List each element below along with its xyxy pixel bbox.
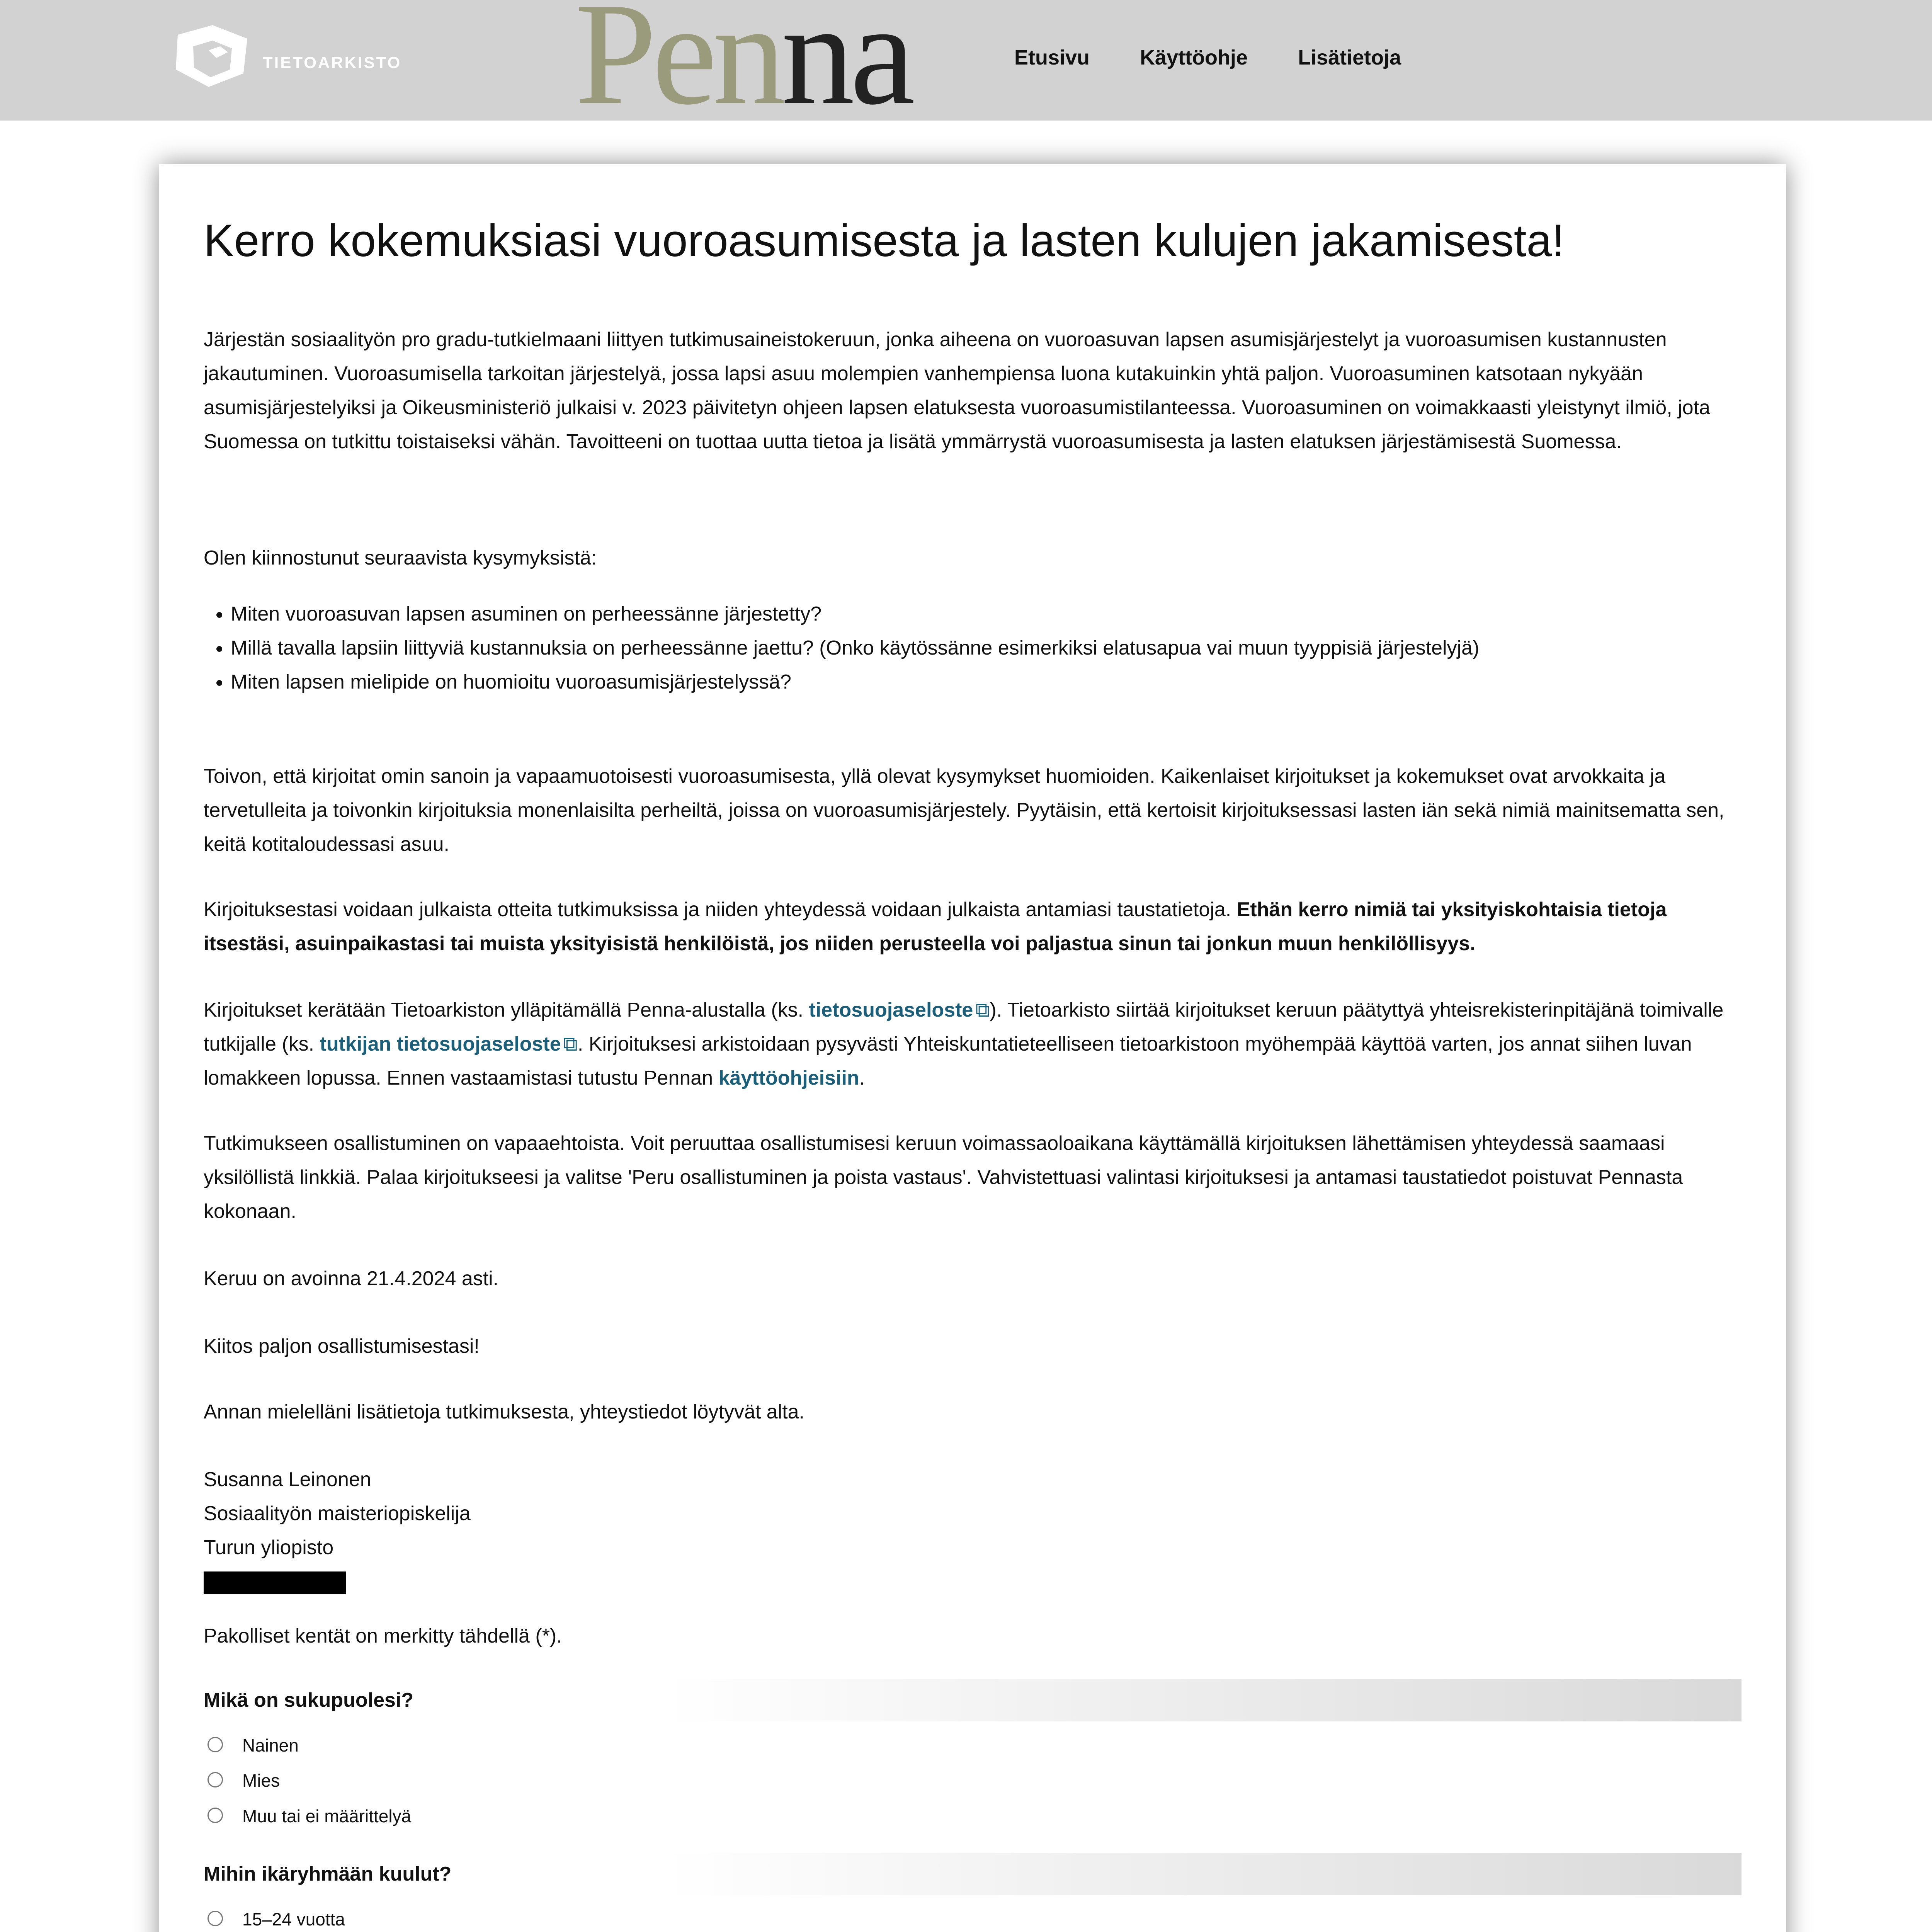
interest-lead: Olen kiinnostunut seuraavista kysymyksistä:: [204, 547, 597, 569]
signature-name: Susanna Leinonen: [204, 1468, 371, 1491]
privacy-notice-link-text: tietosuojaseloste: [809, 999, 973, 1021]
penna-brand[interactable]: [575, 0, 911, 135]
interest-block: [204, 541, 1742, 575]
hope-text: [204, 759, 1742, 861]
tietoarkisto-logo[interactable]: [170, 23, 402, 100]
collect-text-1: Kirjoitukset kerätään Tietoarkiston ylläpitämällä Penna-alustalla (ks.: [204, 999, 809, 1021]
publish-paragraph: [204, 893, 1742, 961]
top-bar: [0, 0, 1932, 135]
option-label: 15–24 vuotta: [242, 1909, 345, 1929]
content-card: [159, 164, 1786, 1932]
publish-warning: Ethän kerro nimiä tai yksityiskohtaisia tietoja itsestäsi, asuinpaikastasi tai muista yksityisistä henkilöistä, jos niiden perusteella voi paljastua sinun tai jonkun muun henkilöllisyys.: [204, 898, 1667, 955]
thanks-block: [204, 1329, 1742, 1363]
list-item: • Miten lapsen mielipide on huomioitu vuoroasumisjärjestelyssä?: [231, 665, 1742, 699]
nav-lisatietoja[interactable]: Lisätietoja: [1298, 46, 1401, 69]
question-list-block: [204, 597, 1742, 699]
more-info: Annan mielelläni lisätietoja tutkimuksesta, yhteystiedot löytyvät alta.: [204, 1401, 804, 1423]
external-link-icon: ⧉: [975, 999, 990, 1021]
gender-label: Mikä on sukupuolesi?: [204, 1679, 1742, 1721]
signature-role: Sosiaalityön maisteriopiskelija: [204, 1502, 471, 1525]
collect-text-2: ). Tietoarkisto siirtää kirjoitukset keruun päätyttyä yhteisrekisterinpitäjänä toimivalle tutkijalle (ks.: [204, 999, 1724, 1055]
collect-text-3: . Kirjoituksesi arkistoidaan pysyvästi Yhteiskuntatieteelliseen tietoarkistoon myöhempää käyttöä varten, jos annat siihen luvan lomakkeen lopussa. Ennen vastaamistasi tutustu Pennan: [204, 1033, 1692, 1089]
publish-text: [204, 893, 1742, 961]
list-item: • Millä tavalla lapsiin liittyviä kustannuksia on perheessänne jaettu? (Onko käytössänne esimerkiksi elatusapua vai muun tyyppisiä järjestelyjä): [231, 631, 1742, 665]
publish-plain: Kirjoituksestasi voidaan julkaista otteita tutkimuksissa ja niiden yhteydessä voidaan julkaista antamiasi taustatietoja.: [204, 898, 1237, 921]
open-until: Keruu on avoinna 21.4.2024 asti.: [204, 1267, 499, 1290]
open-until-block: [204, 1262, 1742, 1296]
page-title: Kerro kokemuksiasi vuoroasumisesta ja lasten kulujen jakamisesta!: [204, 215, 1565, 266]
required-note: Pakolliset kentät on merkitty tähdellä (*).: [204, 1625, 562, 1647]
age-label: Mihin ikäryhmään kuulut?: [204, 1853, 1742, 1895]
researcher-privacy-link-text: tutkijan tietosuojaseloste: [320, 1033, 561, 1055]
more-info-block: [204, 1395, 1742, 1429]
intro-text: [204, 323, 1742, 459]
nav-kayttoohje[interactable]: Käyttöohje: [1140, 46, 1248, 69]
researcher-privacy-link[interactable]: [320, 1033, 578, 1055]
collect-text-4: .: [859, 1067, 865, 1089]
main-nav: [1014, 46, 1451, 70]
brand-left: Pen: [575, 0, 781, 135]
external-link-icon: ⧉: [563, 1033, 578, 1055]
nav-etusivu[interactable]: Etusivu: [1014, 46, 1090, 69]
signature-org: Turun yliopisto: [204, 1536, 334, 1559]
thanks: Kiitos paljon osallistumisestasi!: [204, 1335, 480, 1357]
option-label: Nainen: [242, 1735, 299, 1755]
radio-button[interactable]: [207, 1772, 223, 1787]
logo-text: TIETOARKISTO: [263, 53, 402, 71]
brand-right: na: [781, 0, 911, 135]
option-label: Muu tai ei määrittelyä: [242, 1806, 412, 1826]
option-label: Mies: [242, 1770, 280, 1791]
collect-text: [204, 993, 1742, 1095]
collect-paragraph: [204, 993, 1742, 1095]
signature-block: [204, 1463, 1742, 1599]
voluntary-paragraph: Tutkimukseen osallistuminen on vapaaehtoista. Voit peruuttaa osallistumisesi keruun voimassaoloaikana käyttämällä kirjoituksen lähettämisen yhteydessä saamaasi yksilöllistä linkkiä. Palaa kirjoitukseesi ja valitse 'Peru osallistuminen ja poista vastaus'. Vahvistettuasi valintasi kirjoituksesi ja antamasi taustatiedot poistuvat Pennasta kokonaan.: [204, 1132, 1683, 1223]
required-note-block: [204, 1619, 1742, 1653]
list-item: • Miten vuoroasuvan lapsen asuminen on perheessänne järjestetty?: [231, 597, 1742, 631]
user-guide-link[interactable]: käyttöohjeisiin: [718, 1067, 859, 1089]
radio-button[interactable]: [207, 1808, 223, 1823]
voluntary-text: [204, 1126, 1742, 1228]
hope-paragraph: Toivon, että kirjoitat omin sanoin ja vapaamuotoisesti vuoroasumisesta, yllä olevat kysymykset huomioiden. Kaikenlaiset kirjoitukset ja kokemukset ovat arvokkaita ja tervetulleita ja toivonkin kirjoituksia monenlaisilta perheiltä, joissa on vuoroasumisjärjestely. Pyytäisin, että kertoisit kirjoituksessasi lasten iän sekä nimiä mainitsematta sen, keitä kotitaloudessasi asuu.: [204, 765, 1725, 855]
privacy-notice-link[interactable]: [809, 999, 990, 1021]
intro-paragraph: Järjestän sosiaalityön pro gradu-tutkielmaani liittyen tutkimusaineistokeruun, jonka aiheena on vuoroasuvan lapsen asumisjärjestelyt ja vuoroasumisen kustannusten jakautuminen. Vuoroasumisella tarkoitan järjestelyä, jossa lapsi asuu molempien vanhempiensa luona kutakuinkin yhtä paljon. Vuoroasuminen katsotaan nykyään asumisjärjestelyiksi ja Oikeusministeriö julkaisi v. 2023 päivitetyn ohjeen lapsen elatuksesta vuoroasumistilanteessa. Vuoroasuminen on voimakkaasti yleistynyt ilmiö, jota Suomessa on tutkittu toistaiseksi vähän. Tavoitteeni on tuottaa uutta tietoa ja lisätä ymmärrystä vuoroasumisesta ja lasten elatuksen järjestämisestä Suomessa.: [204, 328, 1710, 453]
question-list: [204, 597, 1742, 699]
radio-button[interactable]: [207, 1911, 223, 1926]
redacted-contact: [204, 1565, 1742, 1599]
redaction-bar: [204, 1571, 346, 1594]
radio-button[interactable]: [207, 1737, 223, 1752]
tietoarkisto-box-icon: [170, 23, 251, 89]
